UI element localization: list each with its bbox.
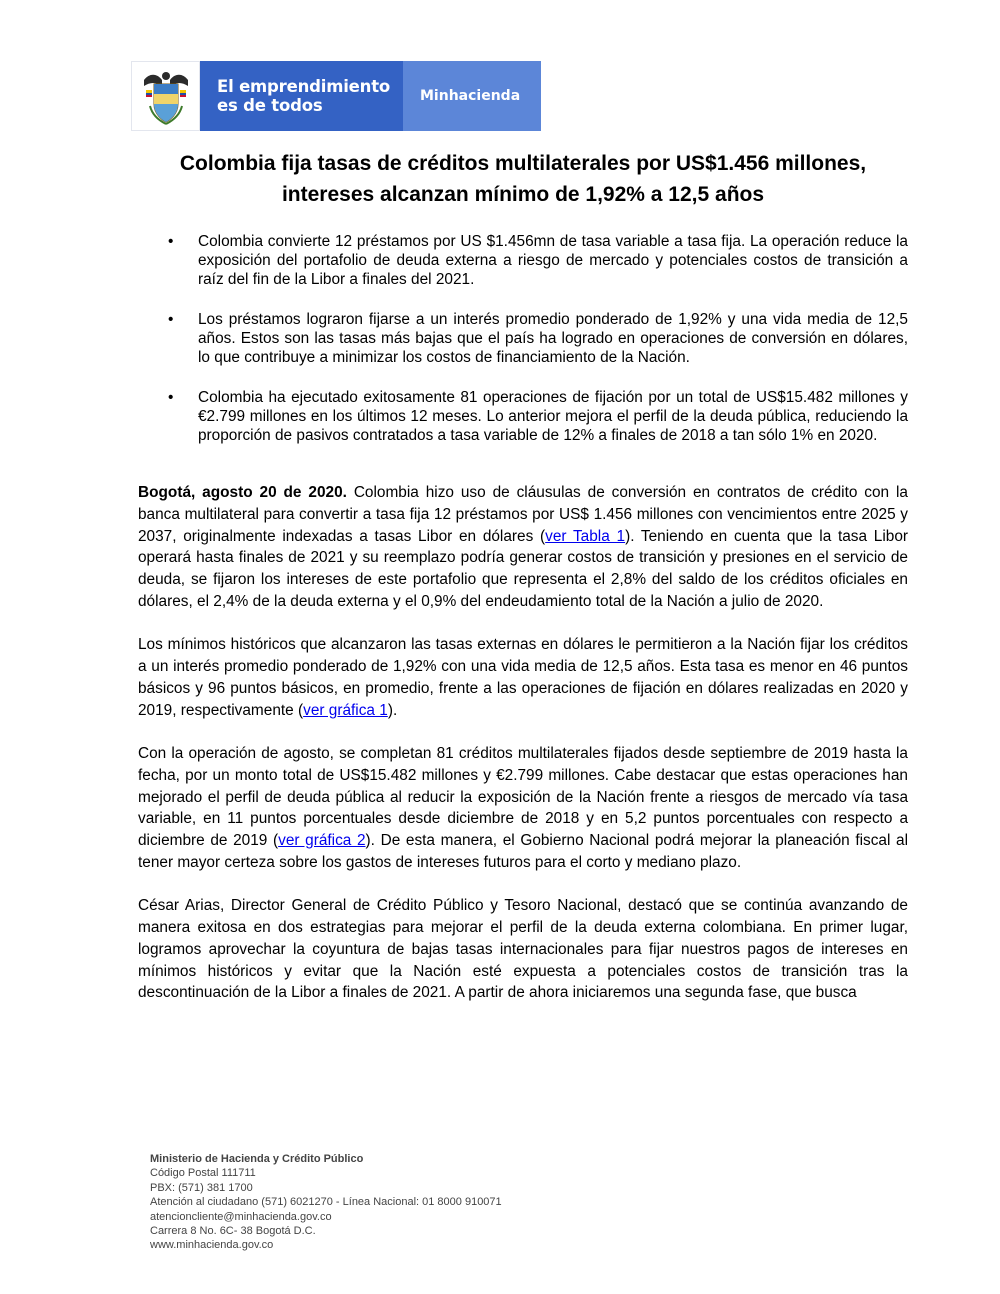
footer-org: Ministerio de Hacienda y Crédito Público [150,1153,364,1165]
title-line-2: intereses alcanzan mínimo de 1,92% a 12,5 años [281,183,765,206]
paragraph-text: ). [387,701,398,719]
paragraph-text: César Arias, Director General de Crédito Público y Tesoro Nacional, destacó que se continúa avanzando de manera exitosa en dos estrategias para mejorar el perfil de la deuda externa colombiana. En primer lugar, logramos aprovechar la coyuntura de bajas tasas internacionales para fijar nuestros pagos de intereses en mínimos históricos y evitar que la Nación esté expuesta a potenciales costos de transición tras la descontinuación de la Libor a finales de 2021. A partir de ahora iniciaremos una segunda fase, que busca [138,897,908,1002]
highlight-item [168,388,908,445]
paragraph-text: Colombia hizo uso de cláusulas de conversión en contratos de crédito con la banca multilateral para convertir a tasa fija 12 préstamos por US$ 1.456 millones con vencimientos entre 2025 y 2037, originalmente indexadas a tasas Libor en dólares ( [138,484,908,545]
highlight-text: Colombia convierte 12 préstamos por US $1.456mn de tasa variable a tasa fija. La operación reduce la exposición del portafolio de deuda externa a riesgo de mercado y potenciales costos de transición a raíz del fin de la Libor a finales del 2021. [198,233,908,288]
footer-address: Carrera 8 No. 6C- 38 Bogotá D.C. [150,1225,316,1238]
footer-pbx: PBX: (571) 381 1700 [150,1181,253,1194]
link-ver-tabla-1[interactable]: ver Tabla 1 [545,527,626,545]
slogan-line-2: es de todos [217,96,323,115]
bullet-icon: • [168,389,174,406]
ministry-block [403,61,541,131]
highlight-text: Colombia ha ejecutado exitosamente 81 operaciones de fijación por un total de US$15.482 millones y €2.799 millones en los últimos 12 meses. Lo anterior mejora el perfil de la deuda pública, reduciendo la proporción de pasivos contratados a tasa variable de 12% a finales de 2018 a tan sólo 1% en 2020. [198,389,908,444]
footer-contact [150,1152,502,1253]
title-line-1: Colombia fija tasas de créditos multilaterales por US$1.456 millones, [179,152,867,175]
link-ver-grafica-1[interactable]: ver gráfica 1 [303,701,388,719]
paragraph-text: ). De esta manera, el Gobierno Nacional podrá mejorar la planeación fiscal al tener mayor certeza sobre los gastos de intereses futuros para el corto y mediano plazo. [138,832,909,871]
bullet-icon: • [168,233,174,250]
paragraph-text: Los mínimos históricos que alcanzaron las tasas externas en dólares le permitieron a la Nación fijar los créditos a un interés promedio ponderado de 1,92% con una vida media de 12,5 años. Esta tasa es menor en 46 puntos básicos y 96 puntos básicos, en promedio, frente a las operaciones de fijación en dólares realizadas en 2020 y 2019, respectivamente ( [138,636,908,719]
ministry-name: Minhacienda [420,88,521,104]
highlight-item [168,232,908,289]
paragraph-text: ). Teniendo en cuenta que la tasa Libor operará hasta finales de 2021 y su reemplazo podría generar costos de transición y presiones en el servicio de deuda, se fijaron los intereses de este portafolio que representa el 2,8% del saldo de los créditos oficiales en dólares, el 2,4% de la deuda externa y el 0,9% del endeudamiento total de la Nación a julio de 2020. [138,527,909,610]
article-body [138,482,908,1026]
footer-email: atencioncliente@minhacienda.gov.co [150,1210,332,1223]
paragraph-3 [138,743,908,874]
bullet-icon: • [168,311,174,328]
dateline: Bogotá, agosto 20 de 2020. [138,484,347,501]
highlight-item [168,310,908,367]
paragraph-1 [138,482,908,613]
highlight-text: Los préstamos lograron fijarse a un interés promedio ponderado de 1,92% y una vida media de 12,5 años. Estos son las tasas más bajas que el país ha logrado en operaciones de conversión en dólares, lo que contribuye a minimizar los costos de financiamiento de la Nación. [198,311,908,366]
slogan-line-1: El emprendimiento [217,77,391,96]
press-release-title [138,148,908,210]
link-ver-grafica-2[interactable]: ver gráfica 2 [278,832,366,850]
header-banner [131,61,541,131]
crest-container [131,61,200,131]
footer-postal: Código Postal 111711 [150,1167,256,1180]
slogan-block [200,61,403,131]
paragraph-text: Con la operación de agosto, se completan 81 créditos multilaterales fijados desde septiembre de 2019 hasta la fecha, por un monto total de US$15.482 millones y €2.799 millones. Cabe destacar que estas operaciones han mejorado el perfil de deuda pública al reducir la exposición de la Nación frente a riesgos de mercado vía tasa variable, en 11 puntos porcentuales desde diciembre de 2018 y en 5,2 puntos porcentuales con respecto a diciembre de 2019 ( [138,744,908,850]
footer-web: www.minhacienda.gov.co [150,1239,274,1252]
colombia-coat-of-arms-icon [140,66,192,126]
highlights-list [168,232,908,466]
paragraph-4 [138,895,908,1004]
footer-attention: Atención al ciudadano (571) 6021270 - Línea Nacional: 01 8000 910071 [150,1196,502,1209]
paragraph-2 [138,634,908,721]
